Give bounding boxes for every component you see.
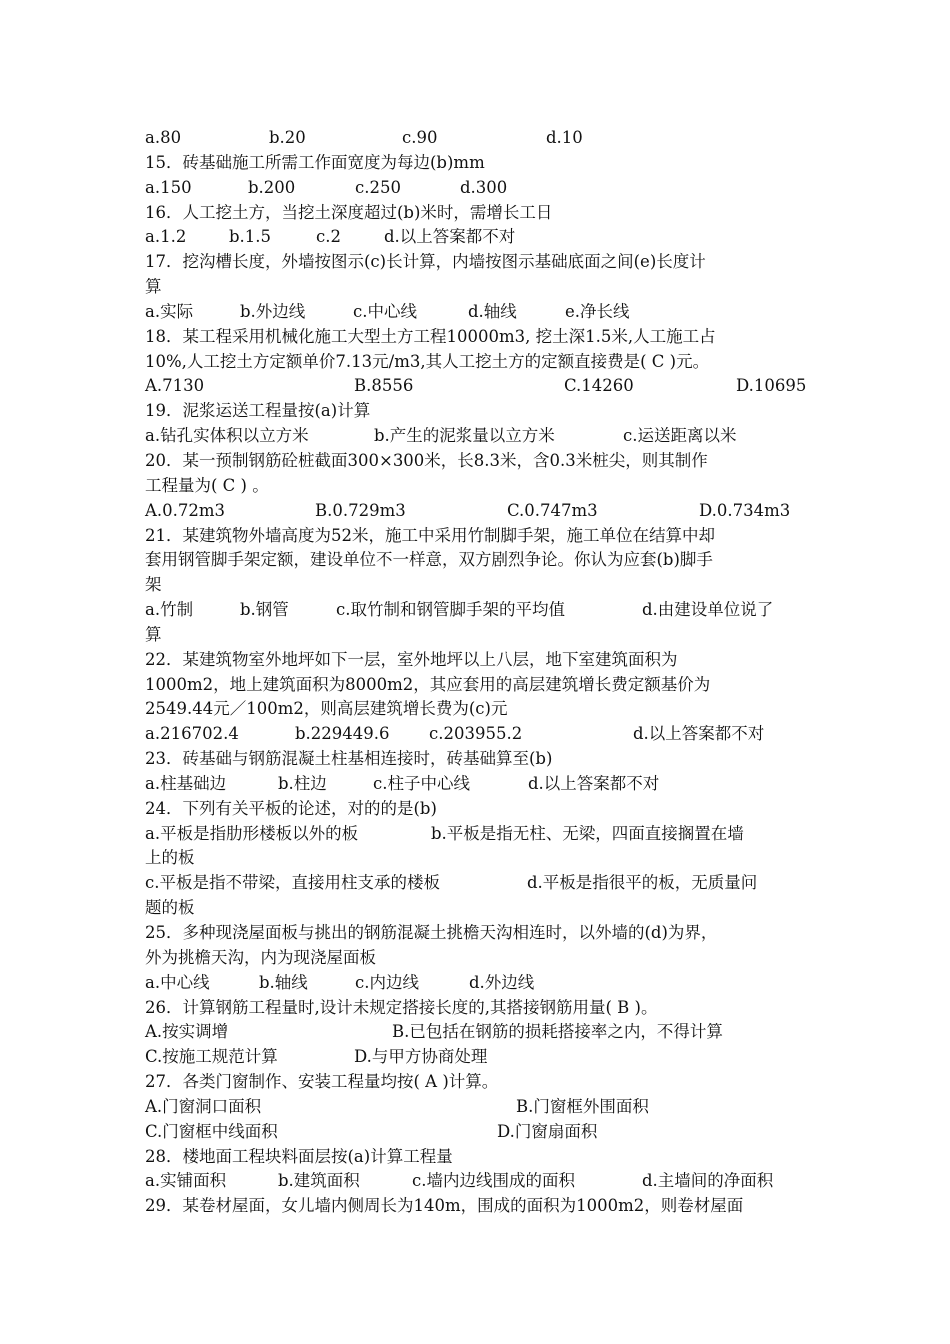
option-d: d.300 [460,177,508,197]
option-c: C.0.747m3 [507,500,598,520]
question-text: 工程量为( C ) 。 [145,475,269,495]
option-b: b.柱边 [278,773,327,793]
question-21 [145,524,815,549]
question-21-cont [145,548,815,573]
question-text: 20．某一预制钢筋砼桩截面300×300米，长8.3米，含0.3米桩尖，则其制作 [145,450,708,470]
option-c: C.按施工规范计算 [145,1047,278,1067]
option-d: d.以上答案都不对 [384,227,516,247]
options-q14 [145,126,815,151]
option-d: d.由建设单位说了 [642,600,774,620]
question-text: 23．砖基础与钢筋混凝土柱基相连接时，砖基础算至(b) [145,749,553,769]
option-d: d.以上答案都不对 [528,773,660,793]
option-b: B.门窗框外围面积 [516,1096,649,1116]
question-text: 28．楼地面工程块料面层按(a)计算工程量 [145,1146,453,1166]
question-18-cont [145,350,815,375]
option-text: 题的板 [145,898,195,918]
option-c: C.门窗框中线面积 [145,1121,278,1141]
option-a: A.0.72m3 [145,500,226,520]
option-c: c.2 [316,227,341,247]
question-25 [145,921,815,946]
option-b: b.20 [269,128,306,147]
question-29 [145,1194,815,1219]
option-text: 算 [145,624,162,644]
question-22 [145,648,815,673]
option-a: A.7130 [145,376,205,396]
question-18 [145,325,815,350]
question-text: 22．某建筑物室外地坪如下一层，室外地坪以上八层，地下室建筑面积为 [145,649,678,669]
options-q25 [145,971,815,996]
option-c: c.运送距离以米 [623,426,737,446]
options-q21-cont [145,623,815,648]
question-text: 16．人工挖土方，当挖土深度超过(b)米时，需增长工日 [145,202,553,222]
option-b: b.平板是指无柱、无梁，四面直接搁置在墙 [431,823,744,843]
option-b: b.钢管 [240,600,289,620]
option-a: a.钻孔实体积以立方米 [145,426,309,446]
question-20-cont [145,474,815,499]
question-text: 10%,人工挖土方定额单价7.13元/m3,其人工挖土方的定额直接费是( C )元。 [145,351,710,371]
option-a: a.竹制 [145,600,194,620]
option-c: c.平板是指不带梁，直接用柱支承的楼板 [145,873,440,893]
option-c: c.203955.2 [429,724,523,744]
option-b: b.200 [248,177,296,197]
options-q26 [145,1045,815,1070]
option-d: d.以上答案都不对 [633,724,765,744]
option-a: a.150 [145,177,192,197]
question-19 [145,399,815,424]
option-a: A.门窗洞口面积 [145,1096,262,1116]
option-a: a.实铺面积 [145,1171,227,1191]
option-a: a.中心线 [145,972,210,992]
question-25-cont [145,946,815,971]
question-text: 26．计算钢筋工程量时,设计未规定搭接长度的,其搭接钢筋用量( B )。 [145,997,658,1017]
question-text: 2549.44元／100m2，则高层建筑增长费为(c)元 [145,699,508,719]
question-text: 27．各类门窗制作、安装工程量均按( A )计算。 [145,1072,499,1092]
option-b: b.1.5 [229,227,272,247]
options-q24 [145,822,815,847]
option-c: c.柱子中心线 [373,773,470,793]
options-q27 [145,1120,815,1145]
options-q24 [145,871,815,896]
question-26 [145,996,815,1021]
option-a: a.柱基础边 [145,773,227,793]
option-d: D.10695 [736,376,807,396]
question-27 [145,1070,815,1095]
question-28 [145,1145,815,1170]
option-d: D.门窗扇面积 [497,1121,598,1141]
options-q27 [145,1095,815,1120]
question-text: 算 [145,277,162,297]
options-q24-cont [145,846,815,871]
option-c: c.90 [402,128,438,147]
option-a: a.216702.4 [145,724,239,744]
question-text: 19．泥浆运送工程量按(a)计算 [145,401,371,421]
option-d: d.主墙间的净面积 [642,1171,774,1191]
question-17 [145,250,815,275]
question-text: 架 [145,575,162,595]
option-b: B.已包括在钢筋的损耗搭接率之内，不得计算 [392,1022,723,1042]
option-b: B.0.729m3 [315,500,406,520]
question-text: 18．某工程采用机械化施工大型土方工程10000m3, 挖土深1.5米,人工施工占 [145,326,716,346]
option-b: b.建筑面积 [278,1171,360,1191]
option-c: C.14260 [564,376,634,396]
options-q28 [145,1169,815,1194]
question-15 [145,151,815,176]
option-a: A.按实调增 [145,1022,229,1042]
option-c: c.取竹制和钢管脚手架的平均值 [336,600,565,620]
option-e: e.净长线 [565,301,630,321]
question-text: 外为挑檐天沟，内为现浇屋面板 [145,947,376,967]
option-text: 上的板 [145,848,195,868]
options-q15 [145,176,815,201]
options-q18 [145,374,815,399]
question-16 [145,201,815,226]
option-a: a.平板是指肋形楼板以外的板 [145,823,359,843]
options-q16 [145,225,815,250]
option-b: b.轴线 [259,972,308,992]
option-b: b.产生的泥浆量以立方米 [374,426,555,446]
question-22-cont [145,673,815,698]
option-d: D.0.734m3 [699,500,791,520]
question-20 [145,449,815,474]
question-21-cont [145,573,815,598]
question-text: 套用钢管脚手架定额，建设单位不一样意，双方剧烈争论。你认为应套(b)脚手 [145,550,713,570]
option-c: c.中心线 [353,301,417,321]
options-q19 [145,424,815,449]
option-a: a.1.2 [145,227,187,247]
question-text: 1000m2，地上建筑面积为8000m2，其应套用的高层建筑增长费定额基价为 [145,674,711,694]
question-text: 29．某卷材屋面，女儿墙内侧周长为140m，围成的面积为1000m2，则卷材屋面 [145,1196,744,1216]
option-d: D.与甲方协商处理 [354,1047,488,1067]
question-text: 24．下列有关平板的论述，对的的是(b) [145,798,437,818]
option-d: d.外边线 [469,972,535,992]
question-text: 17．挖沟槽长度，外墙按图示(c)长计算，内墙按图示基础底面之间(e)长度计 [145,252,706,272]
option-d: d.平板是指很平的板，无质量问 [527,873,758,893]
option-c: c.墙内边线围成的面积 [412,1171,575,1191]
question-text: 15．砖基础施工所需工作面宽度为每边(b)mm [145,152,485,172]
options-q23 [145,772,815,797]
option-a: a.80 [145,128,182,147]
question-17-cont [145,275,815,300]
option-b: B.8556 [354,376,414,396]
options-q22 [145,722,815,747]
option-d: d.轴线 [468,301,517,321]
options-q20 [145,499,815,524]
option-b: b.外边线 [240,301,306,321]
question-24 [145,797,815,822]
option-b: b.229449.6 [295,724,390,744]
option-d: d.10 [546,128,583,147]
options-q24-cont [145,896,815,921]
option-c: c.内边线 [355,972,419,992]
option-a: a.实际 [145,301,194,321]
question-text: 21．某建筑物外墙高度为52米，施工中采用竹制脚手架，施工单位在结算中却 [145,525,715,545]
option-c: c.250 [355,177,401,197]
question-23 [145,747,815,772]
options-q26 [145,1020,815,1045]
document-page [145,126,815,1219]
question-text: 25．多种现浇屋面板与挑出的钢筋混凝土挑檐天沟相连时，以外墙的(d)为界， [145,923,718,942]
question-22-cont [145,697,815,722]
options-q17 [145,300,815,325]
options-q21 [145,598,815,623]
